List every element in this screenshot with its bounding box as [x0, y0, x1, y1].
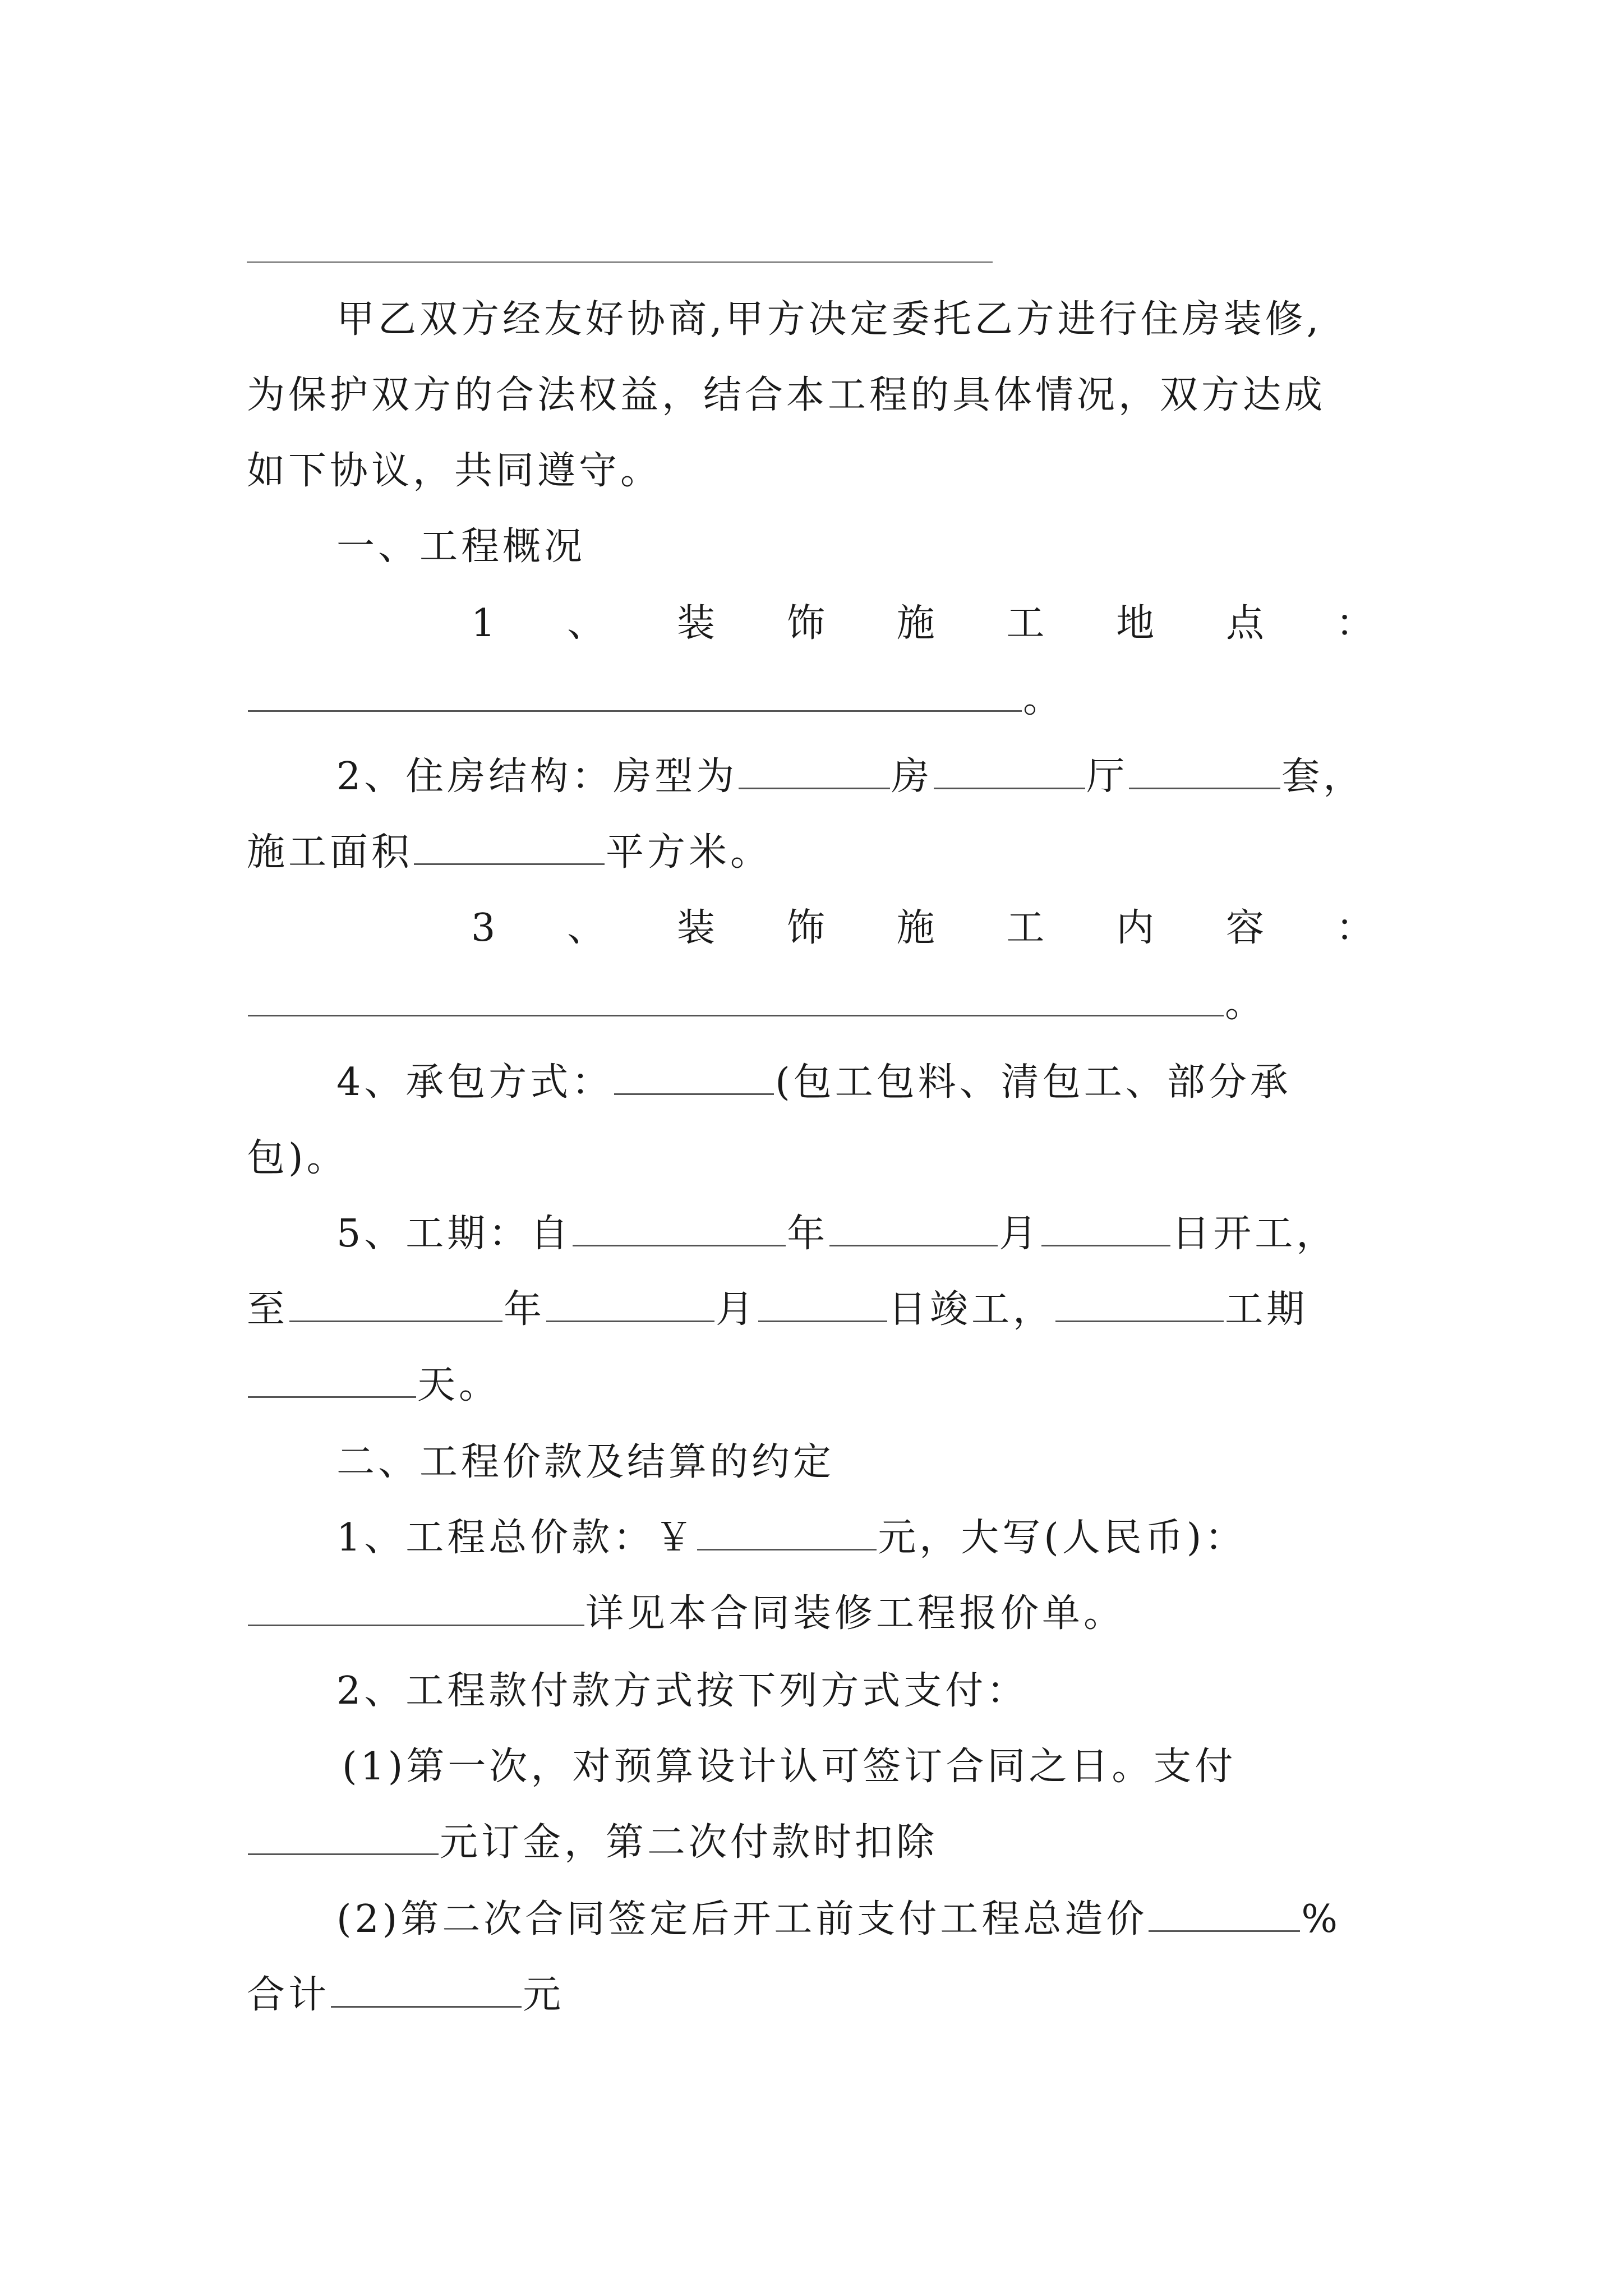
set-unit: 套，	[1281, 754, 1365, 799]
start-day-blank[interactable]	[1041, 1212, 1170, 1246]
price-label: 1、工程总价款：￥	[336, 1516, 697, 1560]
price-blank[interactable]	[697, 1516, 877, 1550]
item3-content-label	[247, 900, 1374, 956]
start-month-blank[interactable]	[829, 1212, 998, 1246]
payment-method: 2、工程款付款方式按下列方式支付：	[336, 1669, 1029, 1713]
month-unit: 月	[999, 1212, 1041, 1256]
item1-char: 饰	[786, 601, 825, 646]
end-label: 日竣工，	[888, 1287, 1055, 1332]
item1-char: 地	[1116, 601, 1155, 646]
deposit-text: 元订金，第二次付款时扣除	[440, 1820, 938, 1865]
intro-line-3: 如下协议，共同遵守。	[247, 449, 662, 493]
period: 。	[1023, 677, 1065, 721]
period-blank[interactable]	[1055, 1288, 1224, 1322]
payment-1-deposit-line	[247, 1815, 938, 1871]
payment-2-text: (2)第二次合同签定后开工前支付工程总造价	[336, 1897, 1148, 1941]
room-blank[interactable]	[739, 755, 890, 789]
item1-char: 施	[896, 601, 935, 646]
end-year-blank[interactable]	[289, 1288, 502, 1322]
period: 。	[1225, 982, 1267, 1026]
price-uppercase-blank[interactable]	[248, 1592, 584, 1626]
start-year-blank[interactable]	[573, 1212, 786, 1246]
item3-char: 、	[567, 906, 606, 950]
area-label: 施工面积	[247, 830, 413, 875]
percent-blank[interactable]	[1149, 1898, 1300, 1932]
item3-char: 饰	[786, 906, 825, 950]
item5-end-line	[247, 1282, 1308, 1338]
price-detail: 详见本合同装修工程报价单。	[585, 1591, 1126, 1636]
item4-contract-line	[336, 1055, 1292, 1111]
section1-heading: 一、工程概况	[336, 524, 586, 569]
area-blank[interactable]	[414, 831, 605, 865]
item3-char: 工	[1006, 906, 1045, 950]
item3-char: ：	[1335, 906, 1374, 950]
area-unit: 平方米。	[606, 830, 772, 875]
price-unit: 元，大写(人民币)：	[878, 1516, 1247, 1560]
item1-char: 、	[567, 601, 606, 646]
item1-char: ：	[1335, 601, 1374, 646]
address-blank[interactable]	[248, 678, 1022, 712]
total-blank[interactable]	[331, 1973, 522, 2008]
start-label: 日开工，	[1172, 1212, 1338, 1256]
item1-char: 工	[1006, 601, 1045, 646]
item2-structure-line	[336, 749, 1364, 805]
payment-2-total-line	[247, 1967, 564, 2023]
item5-start-line	[336, 1206, 1338, 1262]
item3-char: 3	[471, 906, 496, 950]
content-blank[interactable]	[248, 982, 1224, 1016]
month-unit: 月	[716, 1287, 758, 1332]
total-unit: 元	[523, 1973, 565, 2017]
item3-content-line	[247, 976, 1266, 1032]
item3-char: 装	[676, 906, 715, 950]
payment-1-line: (1)第一次，对预算设计认可签订合同之日。支付	[342, 1745, 1237, 1789]
item3-char: 容	[1226, 906, 1265, 950]
intro-line-1: 甲乙双方经友好协商,甲方决定委托乙方进行住房装修,	[336, 297, 1322, 342]
section2-heading: 二、工程价款及结算的约定	[336, 1440, 835, 1484]
days-unit: 天。	[417, 1363, 501, 1407]
top-divider	[247, 261, 993, 263]
item1-address-line	[247, 671, 1064, 728]
room-unit: 房	[891, 754, 933, 799]
item4-label: 4、承包方式：	[336, 1060, 614, 1105]
item3-char: 内	[1116, 906, 1155, 950]
hall-unit: 厅	[1086, 754, 1128, 799]
set-blank[interactable]	[1129, 755, 1280, 789]
end-month-blank[interactable]	[546, 1288, 714, 1322]
price-detail-line	[247, 1586, 1125, 1642]
item2-area-line	[247, 825, 772, 881]
intro-line-2: 为保护双方的合法权益，结合本工程的具体情况，双方达成	[247, 373, 1326, 417]
to-label: 至	[247, 1287, 289, 1332]
days-blank[interactable]	[248, 1364, 416, 1398]
year-unit: 年	[504, 1287, 546, 1332]
item1-address-label	[247, 596, 1374, 652]
total-label: 合计	[247, 1973, 330, 2017]
payment-2-line	[336, 1892, 1341, 1948]
contract-type-blank[interactable]	[614, 1061, 774, 1095]
period-label: 工期	[1225, 1287, 1308, 1332]
item1-char: 装	[676, 601, 715, 646]
item5-label: 5、工期：自	[336, 1212, 572, 1256]
item5-days-line	[247, 1358, 500, 1414]
year-unit: 年	[787, 1212, 829, 1256]
price-line	[336, 1510, 1246, 1566]
percent-sign: %	[1301, 1897, 1341, 1941]
hall-blank[interactable]	[934, 755, 1085, 789]
item1-char: 1	[471, 601, 496, 646]
item4-cont: 包)。	[247, 1136, 348, 1180]
deposit-blank[interactable]	[248, 1821, 439, 1855]
item2-label: 2、住房结构：房型为	[336, 754, 738, 799]
item3-char: 施	[896, 906, 935, 950]
item1-char: 点	[1226, 601, 1265, 646]
end-day-blank[interactable]	[758, 1288, 887, 1322]
item4-options: (包工包料、清包工、部分承	[775, 1060, 1292, 1105]
